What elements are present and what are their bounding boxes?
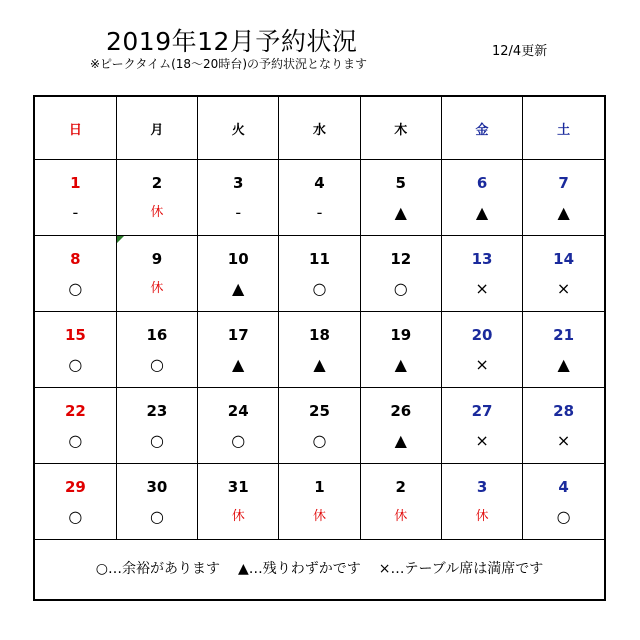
day-cell [441, 464, 522, 540]
legend-available: ○…余裕があります [95, 561, 220, 577]
updated-date: 12/4更新 [492, 44, 548, 59]
availability-status: 休 [150, 281, 164, 296]
day-cell [198, 464, 279, 540]
legend-few-left: ▲…残りわずかです [237, 561, 361, 577]
day-number: 16 [146, 326, 168, 344]
week-row [35, 236, 604, 312]
weekday-mon [116, 97, 197, 160]
day-cell [279, 236, 360, 312]
day-number: 27 [471, 402, 493, 420]
day-number: 18 [309, 326, 330, 344]
day-cell [523, 236, 604, 312]
day-cell [116, 236, 197, 312]
day-cell [116, 464, 197, 540]
status-legend [35, 537, 604, 599]
day-cell [441, 160, 522, 236]
day-number: 9 [151, 250, 163, 268]
day-cell [279, 312, 360, 388]
day-cell [35, 236, 116, 312]
day-number: 2 [395, 478, 406, 496]
day-number: 21 [553, 326, 575, 344]
day-cell [116, 160, 197, 236]
day-cell [360, 236, 441, 312]
availability-status: × [475, 431, 489, 450]
availability-status: ○ [68, 355, 83, 374]
availability-status: 休 [475, 509, 489, 524]
availability-status: 休 [231, 509, 245, 524]
weekday-label: 日 [68, 122, 82, 138]
availability-status: - [316, 203, 323, 222]
weekday-label: 月 [150, 122, 164, 138]
day-number: 17 [227, 326, 249, 344]
reservation-calendar [33, 95, 606, 601]
day-number: 2 [151, 174, 163, 192]
day-cell [441, 388, 522, 464]
day-cell [360, 160, 441, 236]
day-number: 4 [558, 478, 569, 496]
availability-status: ○ [149, 355, 164, 374]
day-cell [441, 236, 522, 312]
day-cell [35, 388, 116, 464]
availability-status: ▲ [232, 355, 245, 374]
availability-status: 休 [312, 509, 326, 524]
day-number: 10 [227, 250, 249, 268]
availability-status: ○ [68, 279, 83, 298]
availability-status: × [556, 279, 571, 298]
availability-status: ○ [68, 431, 83, 450]
weekday-fri [441, 97, 522, 160]
availability-status: ○ [312, 279, 327, 298]
weekday-header-row [35, 97, 604, 160]
availability-status: ○ [149, 431, 164, 450]
day-number: 3 [232, 174, 244, 192]
availability-status: ▲ [232, 279, 245, 298]
weekday-label: 木 [394, 122, 408, 138]
weekday-label: 金 [475, 122, 489, 138]
availability-status: ○ [149, 507, 164, 526]
day-cell [198, 388, 279, 464]
weekday-label: 水 [312, 122, 326, 138]
day-cell [35, 160, 116, 236]
day-cell [198, 160, 279, 236]
day-cell [523, 312, 604, 388]
day-number: 15 [64, 326, 86, 344]
day-number: 23 [146, 402, 168, 420]
availability-status: - [72, 203, 79, 222]
day-number: 11 [309, 250, 330, 268]
day-number: 7 [558, 174, 569, 192]
availability-status: ○ [68, 507, 83, 526]
day-number: 8 [70, 250, 81, 268]
day-number: 22 [64, 402, 86, 420]
day-number: 12 [390, 250, 412, 268]
day-cell [523, 388, 604, 464]
availability-status: 休 [150, 205, 164, 220]
weekday-label: 土 [557, 122, 571, 138]
availability-status: ▲ [394, 355, 407, 374]
day-number: 24 [227, 402, 249, 420]
day-cell [35, 312, 116, 388]
availability-status: ○ [556, 507, 571, 526]
availability-status: - [235, 203, 242, 222]
weekday-thu [360, 97, 441, 160]
availability-status: ▲ [394, 431, 407, 450]
availability-status: × [475, 279, 489, 298]
day-cell [441, 312, 522, 388]
day-number: 19 [390, 326, 412, 344]
availability-status: ○ [393, 279, 408, 298]
day-cell [279, 464, 360, 540]
day-cell [523, 464, 604, 540]
day-cell [198, 312, 279, 388]
availability-status: × [556, 431, 571, 450]
day-cell [116, 312, 197, 388]
weekday-sat [523, 97, 604, 160]
day-number: 28 [553, 402, 575, 420]
day-cell [279, 160, 360, 236]
day-number: 13 [471, 250, 493, 268]
week-row [35, 464, 604, 540]
weekday-wed [279, 97, 360, 160]
day-number: 25 [309, 402, 330, 420]
availability-status: ▲ [557, 355, 570, 374]
availability-status: ▲ [475, 203, 489, 222]
peak-time-note: ※ピークタイム(18～20時台)の予約状況となります [90, 57, 367, 71]
day-cell [35, 464, 116, 540]
day-number: 3 [476, 478, 488, 496]
day-cell [523, 160, 604, 236]
availability-status: ○ [312, 431, 327, 450]
day-cell [360, 312, 441, 388]
day-number: 14 [553, 250, 575, 268]
week-row [35, 388, 604, 464]
day-number: 30 [146, 478, 168, 496]
day-cell [360, 464, 441, 540]
legend-full: ×…テーブル席は満席です [378, 561, 544, 577]
availability-status: ▲ [557, 203, 570, 222]
availability-status: 休 [394, 509, 408, 524]
day-number: 6 [476, 174, 488, 192]
day-number: 4 [314, 174, 325, 192]
day-number: 20 [471, 326, 493, 344]
week-row [35, 160, 604, 236]
day-cell [116, 388, 197, 464]
weekday-tue [198, 97, 279, 160]
day-number: 31 [227, 478, 249, 496]
availability-status: ▲ [313, 355, 326, 374]
week-row [35, 312, 604, 388]
day-number: 5 [395, 174, 406, 192]
day-cell [198, 236, 279, 312]
day-cell [360, 388, 441, 464]
weekday-sun [35, 97, 116, 160]
weekday-label: 火 [231, 122, 245, 138]
availability-status: ○ [231, 431, 246, 450]
day-number: 26 [390, 402, 412, 420]
availability-status: × [475, 355, 489, 374]
calendar-grid [35, 97, 604, 540]
cell-comment-marker [117, 236, 124, 243]
page-title: 2019年12月予約状況 [106, 27, 358, 56]
day-number: 1 [314, 478, 325, 496]
day-number: 29 [64, 478, 86, 496]
day-number: 1 [70, 174, 81, 192]
day-cell [279, 388, 360, 464]
availability-status: ▲ [394, 203, 407, 222]
